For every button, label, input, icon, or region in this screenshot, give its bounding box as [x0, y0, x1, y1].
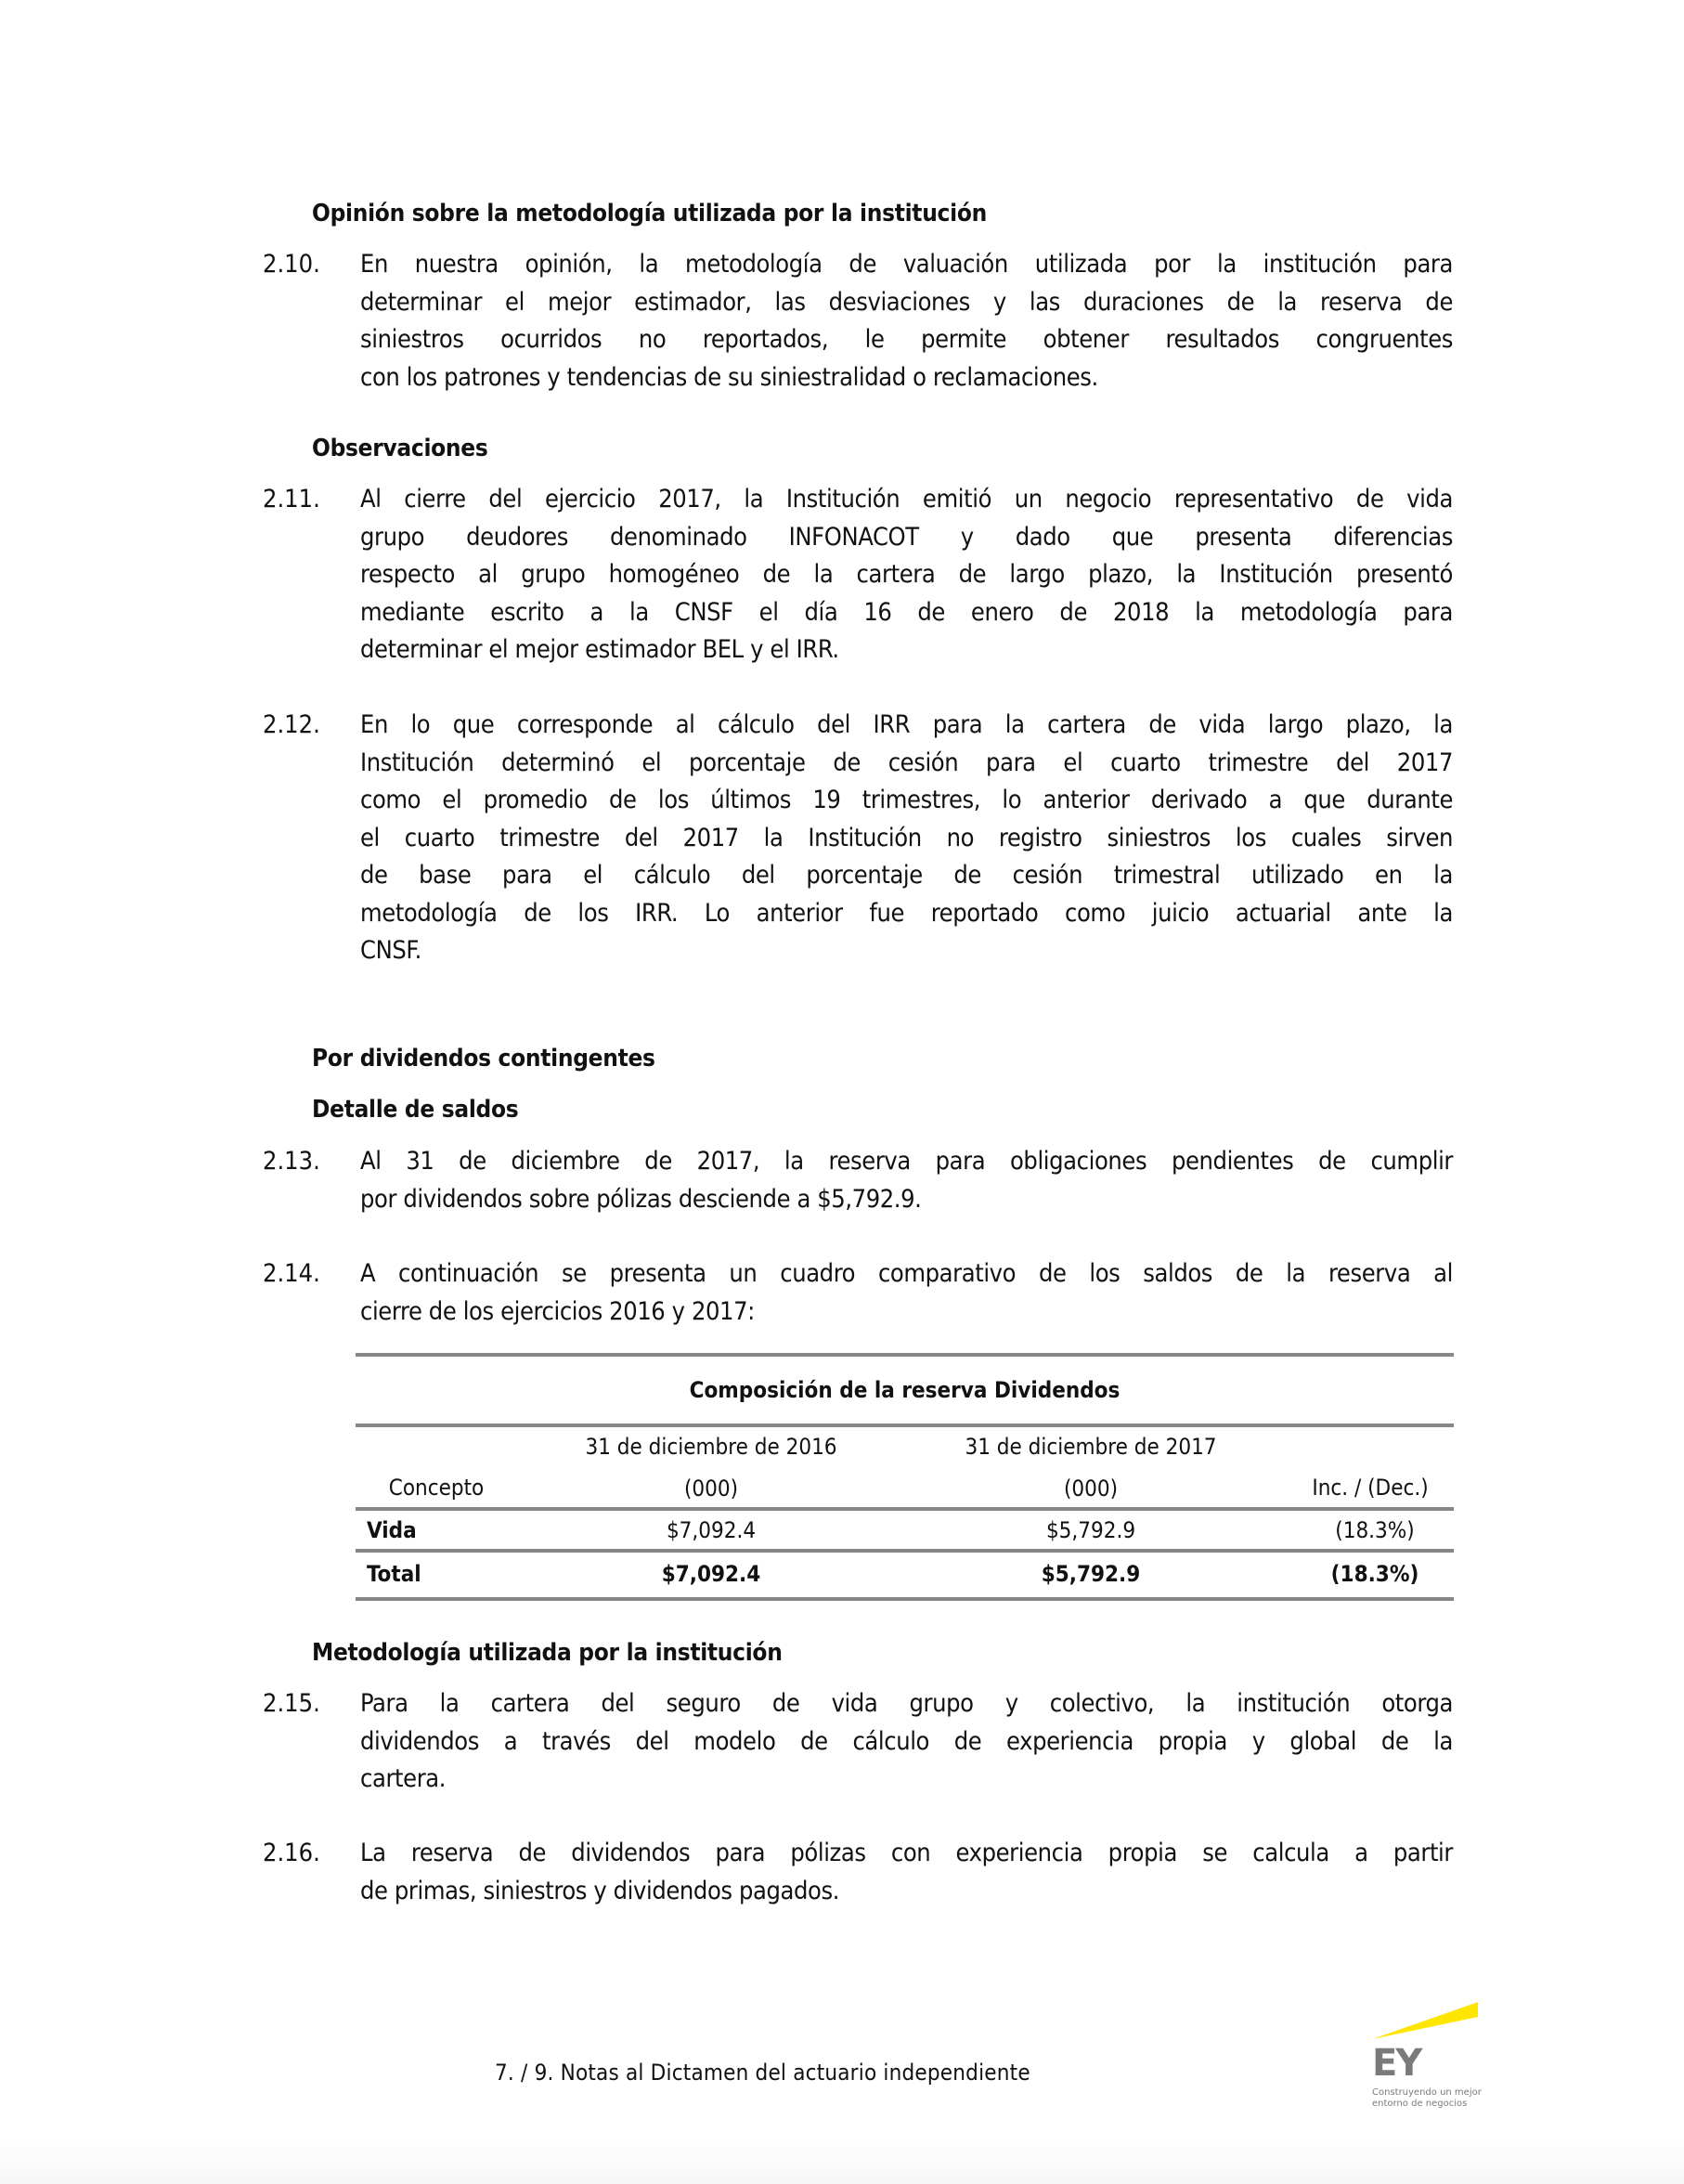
paragraph-number: 2.15.	[263, 1689, 320, 1718]
header-concepto: Concepto	[388, 1475, 485, 1501]
text-line: como el promedio de los últimos 19 trimestres, lo anterior derivado a que durante	[360, 786, 1453, 814]
text-line: Al cierre del ejercicio 2017, la Institución emitió un negocio representativo de vida	[360, 485, 1453, 514]
text-line: por dividendos sobre pólizas desciende a $5,792.9.	[360, 1184, 922, 1214]
table-rule-bottom	[356, 1597, 1454, 1601]
paragraph-text	[360, 481, 1453, 670]
header-2016-units: (000)	[683, 1476, 739, 1502]
text-line: cierre de los ejercicios 2016 y 2017:	[360, 1296, 755, 1326]
header-change: Inc. / (Dec.)	[1312, 1475, 1429, 1501]
ey-tagline-line1: Construyendo un mejor	[1372, 2087, 1482, 2098]
table-rule-top	[356, 1353, 1454, 1357]
table-rule-title	[356, 1424, 1454, 1427]
row-total-concepto: Total	[367, 1561, 421, 1587]
ey-tagline	[1372, 2087, 1482, 2110]
page-number: 7. / 9.	[495, 2060, 554, 2086]
text-line: de primas, siniestros y dividendos pagados.	[360, 1876, 840, 1905]
paragraph-text	[360, 707, 1453, 970]
ey-tagline-line2: entorno de negocios	[1372, 2099, 1468, 2109]
paragraph-number: 2.11.	[263, 485, 320, 514]
text-line: En lo que corresponde al cálculo del IRR para la cartera de vida largo plazo, la	[360, 710, 1453, 739]
text-line: siniestros ocurridos no reportados, le permite obtener resultados congruentes	[360, 325, 1453, 354]
text-line: CNSF.	[360, 936, 421, 965]
section-heading-dividendos: Por dividendos contingentes	[312, 1045, 655, 1072]
row-total-change: (18.3%)	[1330, 1561, 1419, 1587]
subsection-heading-detalle: Detalle de saldos	[312, 1096, 519, 1124]
header-2016-date: 31 de diciembre de 2016	[585, 1434, 837, 1460]
text-line: La reserva de dividendos para pólizas con experiencia propia se calcula a partir	[360, 1839, 1453, 1867]
text-line: con los patrones y tendencias de su siniestralidad o reclamaciones.	[360, 362, 1098, 392]
text-line: metodología de los IRR. Lo anterior fue reportado como juicio actuarial ante la	[360, 898, 1453, 928]
paragraph-number: 2.14.	[263, 1259, 320, 1288]
text-line: grupo deudores denominado INFONACOT y dado que presenta diferencias	[360, 522, 1453, 552]
text-line: Institución determinó el porcentaje de cesión para el cuarto trimestre del 2017	[360, 748, 1453, 777]
header-2017-units: (000)	[1063, 1476, 1119, 1502]
text-line: cartera.	[360, 1764, 447, 1793]
ey-beam-icon	[1365, 1996, 1485, 2043]
text-line: de base para el cálculo del porcentaje de cesión trimestral utilizado en la	[360, 861, 1453, 890]
header-2017-date: 31 de diciembre de 2017	[965, 1434, 1217, 1460]
section-heading-metodologia: Metodología utilizada por la institución	[312, 1639, 783, 1667]
text-line: respecto al grupo homogéneo de la cartera de largo plazo, la Institución presentó	[360, 560, 1453, 589]
ey-logo	[1365, 1996, 1485, 2117]
paragraph-text	[360, 1143, 1453, 1218]
table-rule-row	[356, 1549, 1454, 1553]
dividend-reserve-table	[356, 1353, 1454, 1602]
table-rule-header	[356, 1507, 1454, 1511]
text-line: A continuación se presenta un cuadro comparativo de los saldos de la reserva al	[360, 1259, 1453, 1288]
text-line: determinar el mejor estimador BEL y el IRR.	[360, 635, 839, 664]
text-line: mediante escrito a la CNSF el día 16 de enero de 2018 la metodología para	[360, 597, 1453, 627]
row-total-2017: $5,792.9	[1041, 1561, 1141, 1587]
row-vida-2016: $7,092.4	[666, 1517, 757, 1543]
text-line: Al 31 de diciembre de 2017, la reserva para obligaciones pendientes de cumplir	[360, 1147, 1453, 1176]
row-total-2016: $7,092.4	[661, 1561, 761, 1587]
text-line: determinar el mejor estimador, las desviaciones y las duraciones de la reserva de	[360, 287, 1453, 317]
text-line: Para la cartera del seguro de vida grupo y colectivo, la institución otorga	[360, 1689, 1453, 1718]
paragraph-number: 2.13.	[263, 1147, 320, 1176]
paragraph-text	[360, 1685, 1453, 1799]
paragraph-text	[360, 1835, 1453, 1910]
text-line: dividendos a través del modelo de cálculo de experiencia propia y global de la	[360, 1726, 1453, 1756]
row-vida-change: (18.3%)	[1335, 1517, 1415, 1543]
text-line: En nuestra opinión, la metodología de valuación utilizada por la institución para	[360, 250, 1453, 279]
row-vida-2017: $5,792.9	[1045, 1517, 1136, 1543]
paragraph-number: 2.12.	[263, 710, 320, 739]
section-heading-opinion: Opinión sobre la metodología utilizada por la institución	[312, 200, 987, 228]
text-line: el cuarto trimestre del 2017 la Institución no registro siniestros los cuales sirven	[360, 823, 1453, 852]
table-title: Composición de la reserva Dividendos	[689, 1377, 1121, 1403]
paragraph-number: 2.16.	[263, 1839, 320, 1867]
paragraph-number: 2.10.	[263, 250, 320, 279]
section-heading-observaciones: Observaciones	[312, 435, 488, 462]
ey-brand-text: EY	[1372, 2042, 1421, 2085]
paragraph-text	[360, 246, 1453, 396]
paragraph-text	[360, 1255, 1453, 1331]
row-vida-concepto: Vida	[367, 1517, 417, 1543]
page-footer	[495, 2058, 1030, 2087]
document-title: Notas al Dictamen del actuario independiente	[560, 2060, 1030, 2086]
